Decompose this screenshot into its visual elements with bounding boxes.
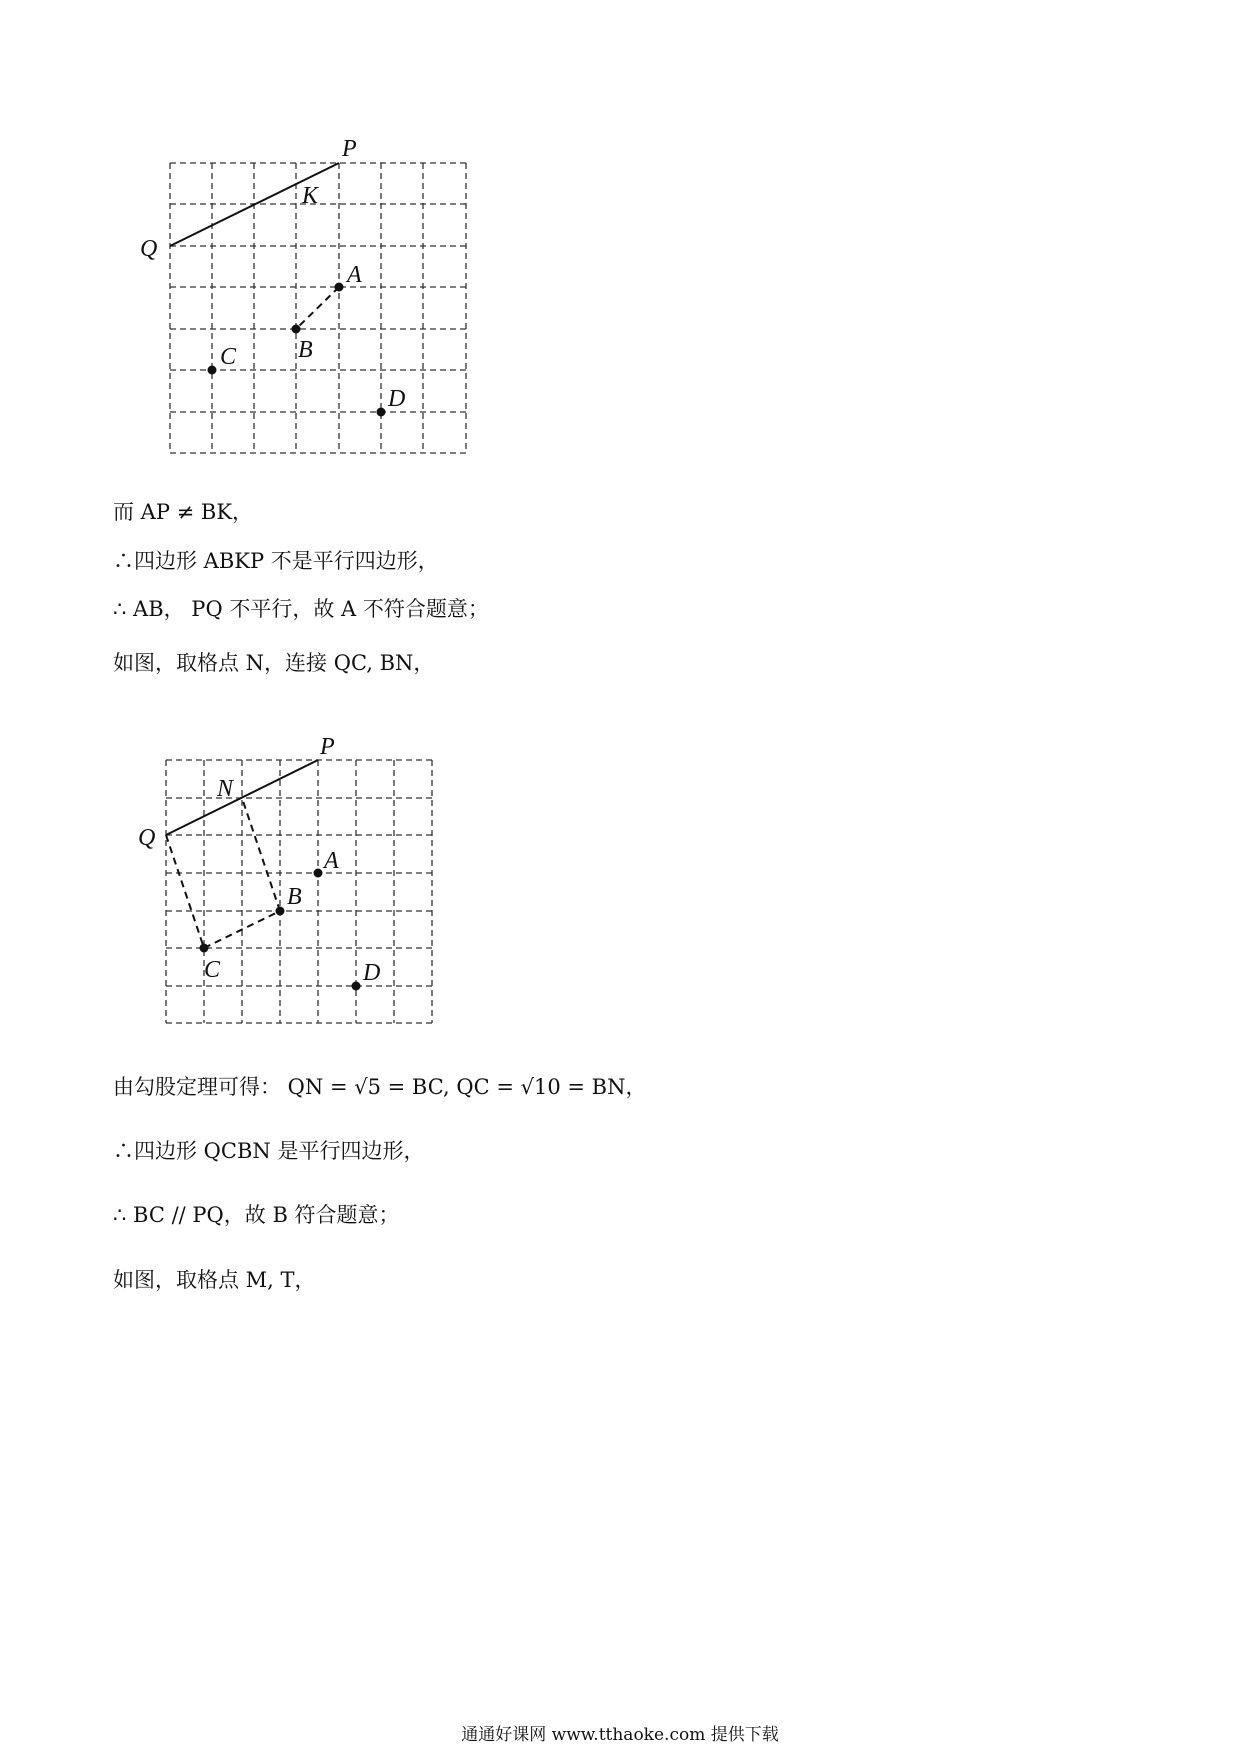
- label-k: K: [302, 183, 319, 209]
- page-footer: 通通好课网 www.tthaoke.com 提供下载: [461, 1725, 779, 1745]
- point-c: [208, 366, 217, 375]
- label-c-2: C: [204, 957, 221, 983]
- grid-figure-1: [0, 0, 1240, 470]
- point-d: [377, 408, 386, 417]
- point-b: [292, 325, 301, 334]
- text-line-8: 如图，取格点 M, T，: [113, 1268, 316, 1292]
- label-a-2: A: [324, 848, 339, 874]
- text-line-5: 由勾股定理可得： QN = √5 = BC, QC = √10 = BN，: [113, 1075, 647, 1099]
- point-a: [335, 283, 344, 292]
- text-line-1: 而 AP ≠ BK，: [113, 500, 254, 524]
- text-line-4: 如图，取格点 N，连接 QC, BN，: [113, 651, 435, 675]
- text-line-2: ∴四边形 ABKP 不是平行四边形，: [113, 549, 439, 573]
- point-a-2: [314, 869, 323, 878]
- point-c-2: [200, 944, 209, 953]
- label-q-2: Q: [138, 825, 156, 851]
- point-d-2: [352, 982, 361, 991]
- label-q: Q: [140, 236, 158, 262]
- text-line-7: ∴ BC // PQ，故 B 符合题意；: [113, 1203, 400, 1227]
- label-d: D: [388, 386, 406, 412]
- label-d-2: D: [363, 960, 381, 986]
- grid-figure-2: [0, 720, 1240, 1030]
- label-p: P: [342, 136, 357, 162]
- point-b-2: [276, 907, 285, 916]
- segment-ab: [296, 287, 339, 329]
- parallelogram-qcbn: [166, 798, 280, 948]
- text-line-6: ∴四边形 QCBN 是平行四边形，: [113, 1139, 425, 1163]
- label-b: B: [298, 337, 313, 363]
- text-line-3: ∴ AB， PQ 不平行，故 A 不符合题意；: [113, 597, 489, 621]
- label-a: A: [347, 262, 362, 288]
- label-n-2: N: [217, 776, 234, 802]
- label-c: C: [220, 344, 237, 370]
- label-p-2: P: [320, 734, 335, 760]
- label-b-2: B: [287, 884, 302, 910]
